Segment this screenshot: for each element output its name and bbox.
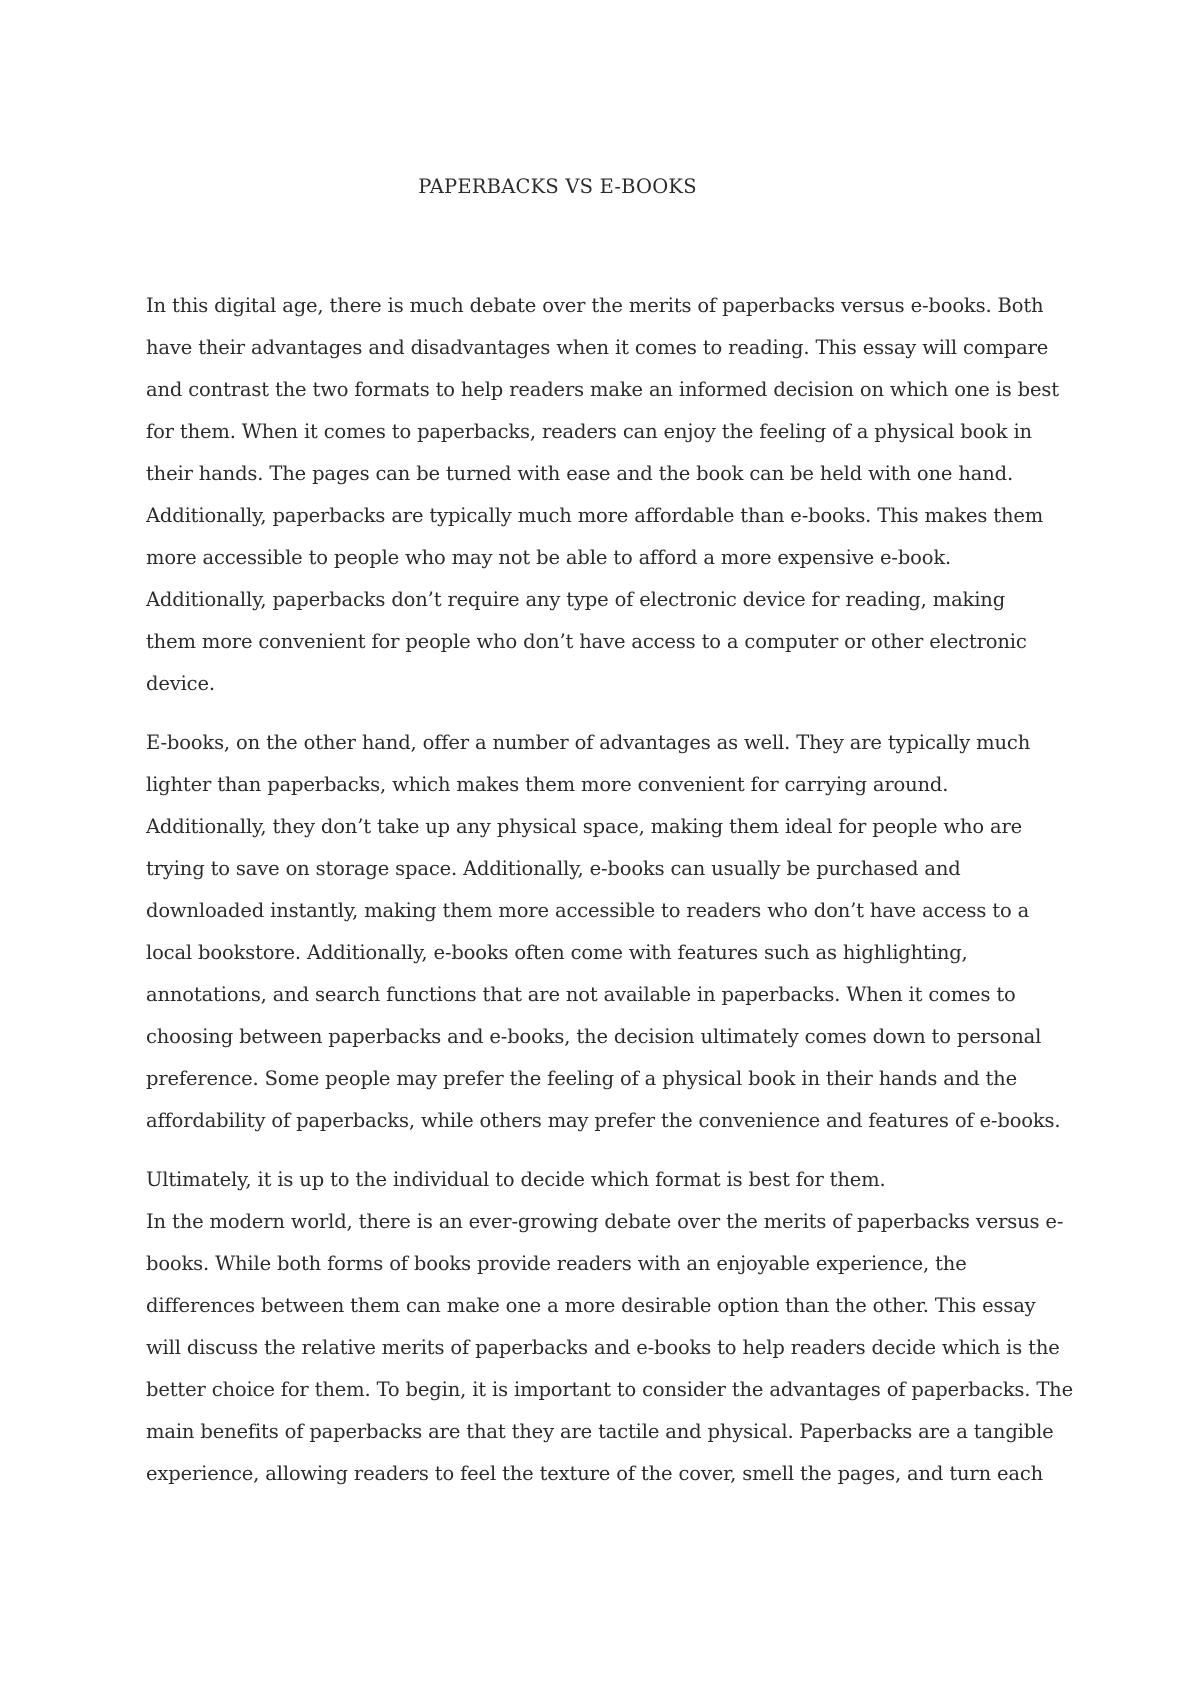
paragraph-spacer (146, 1142, 1091, 1159)
text-line: their hands. The pages can be turned with ease and the book can be held with one hand. (146, 462, 1014, 485)
text-line: trying to save on storage space. Additionally, e-books can usually be purchased and (146, 857, 961, 880)
paragraph (146, 722, 1091, 1142)
text-line: local bookstore. Additionally, e-books often come with features such as highlighting, (146, 941, 968, 964)
text-line: In the modern world, there is an ever-growing debate over the merits of paperbacks versus e- (146, 1210, 1064, 1233)
text-line: device. (146, 672, 215, 695)
paragraph (146, 285, 1091, 705)
text-line: have their advantages and disadvantages when it comes to reading. This essay will compare (146, 336, 1049, 359)
text-line: E-books, on the other hand, offer a number of advantages as well. They are typically much (146, 731, 1031, 754)
text-line: better choice for them. To begin, it is important to consider the advantages of paperbacks. The (146, 1378, 1073, 1401)
text-line: preference. Some people may prefer the feeling of a physical book in their hands and the (146, 1067, 1017, 1090)
text-line: annotations, and search functions that are not available in paperbacks. When it comes to (146, 983, 1016, 1006)
text-line: main benefits of paperbacks are that they are tactile and physical. Paperbacks are a tangible (146, 1420, 1054, 1443)
text-line: Additionally, paperbacks are typically much more affordable than e-books. This makes them (146, 504, 1044, 527)
text-line: differences between them can make one a more desirable option than the other. This essay (146, 1294, 1036, 1317)
text-line: will discuss the relative merits of paperbacks and e-books to help readers decide which is the (146, 1336, 1060, 1359)
text-line: Additionally, paperbacks don’t require any type of electronic device for reading, making (146, 588, 1006, 611)
paragraph-spacer (146, 705, 1091, 722)
text-line: and contrast the two formats to help readers make an informed decision on which one is best (146, 378, 1059, 401)
text-line: Ultimately, it is up to the individual to decide which format is best for them. (146, 1168, 886, 1191)
text-line: lighter than paperbacks, which makes them more convenient for carrying around. (146, 773, 949, 796)
text-line: for them. When it comes to paperbacks, readers can enjoy the feeling of a physical book in (146, 420, 1032, 443)
text-line: books. While both forms of books provide readers with an enjoyable experience, the (146, 1252, 967, 1275)
text-line: downloaded instantly, making them more accessible to readers who don’t have access to a (146, 899, 1030, 922)
text-line: In this digital age, there is much debate over the merits of paperbacks versus e-books. Both (146, 294, 1044, 317)
text-line: choosing between paperbacks and e-books, the decision ultimately comes down to personal (146, 1025, 1042, 1048)
text-line: Additionally, they don’t take up any physical space, making them ideal for people who are (146, 815, 1023, 838)
text-line: experience, allowing readers to feel the texture of the cover, smell the pages, and turn each (146, 1462, 1044, 1485)
document-body (146, 285, 1091, 1495)
paragraph (146, 1159, 1091, 1495)
text-line: more accessible to people who may not be able to afford a more expensive e-book. (146, 546, 952, 569)
text-line: them more convenient for people who don’t have access to a computer or other electronic (146, 630, 1027, 653)
text-line: affordability of paperbacks, while others may prefer the convenience and features of e-books. (146, 1109, 1061, 1132)
document-title: PAPERBACKS VS E-BOOKS (418, 175, 697, 198)
